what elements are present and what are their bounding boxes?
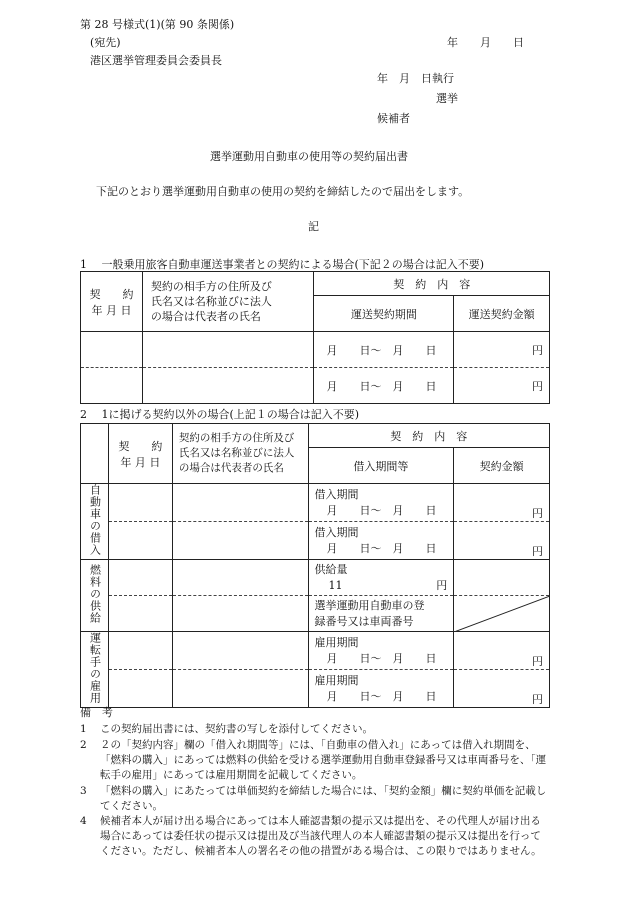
section2-heading: 2 1に掲げる契約以外の場合(上記１の場合は記入不要) [80, 408, 360, 421]
intro-text: 下記のとおり選挙運動用自動車の使用の契約を締結したので届出をします。 [96, 185, 470, 198]
s2-reg-no-cell[interactable]: 選挙運動用自動車の登 録番号又は車両番号 [308, 596, 454, 632]
section1-heading: 1 一般乗用旅客自動車運送事業者との契約による場合(下記２の場合は記入不要) [80, 258, 485, 271]
remark-item: 3 「燃料の購入」にあたっては単価契約を締結した場合には、「契約金額」欄に契約単価を記載してください。 [80, 785, 547, 812]
s2-party-cell[interactable] [172, 522, 308, 560]
diagonal-line [454, 596, 550, 632]
s1-party-cell[interactable] [142, 368, 314, 404]
s2-supply-cell[interactable]: 供給量 11 円 [308, 560, 454, 596]
s2-borrow-period-cell[interactable]: 借入期間 月 日〜 月 日 [308, 484, 454, 522]
s2-amount-cell[interactable]: 円 [454, 670, 550, 708]
s1-period-cell[interactable]: 月 日〜 月 日 [314, 332, 454, 368]
category-driver: 運転手の雇用 [81, 632, 109, 708]
s2-date-cell[interactable] [108, 670, 172, 708]
s2-amount-header: 契約金額 [454, 448, 550, 484]
remark-item: 2 ２の「契約内容」欄の「借入れ期間等」には、「自動車の借入れ」にあっては借入れ期間を、「燃料の購入」にあっては燃料の供給を受ける選挙運動用自動車登録番号又は車両番号を、「運転手の雇用」にあっては雇用期間を記載してください。 [80, 739, 547, 781]
s2-borrow-period-cell[interactable]: 借入期間 月 日〜 月 日 [308, 522, 454, 560]
election-date: 年 月 日執行 [377, 72, 454, 85]
section1-table [80, 271, 550, 404]
s2-amount-cell-crossed [454, 596, 550, 632]
section2-table [80, 423, 550, 708]
s2-amount-cell[interactable]: 円 [454, 632, 550, 670]
s2-amount-cell[interactable]: 円 [454, 484, 550, 522]
remark-item: 4 候補者本人が届け出る場合にあっては本人確認書類の提示又は提出を、その代理人が届け出る場合にあっては委任状の提示又は提出及び当該代理人の本人確認書類の提示又は提出を行ってください。ただし、候補者本人の署名その他の措置がある場合は、この限りではありません。 [80, 815, 542, 857]
s1-amount-header: 運送契約金額 [454, 296, 550, 332]
s2-party-cell[interactable] [172, 670, 308, 708]
table-row [81, 368, 550, 404]
s2-contract-date-header: 契 約 年 月 日 [108, 424, 172, 484]
s1-party-cell[interactable] [142, 332, 314, 368]
s1-contract-date-header: 契 約 年 月 日 [81, 272, 143, 332]
candidate-label: 候補者 [377, 112, 410, 125]
s1-date-cell[interactable] [81, 368, 143, 404]
table-row [81, 560, 550, 596]
s1-period-cell[interactable]: 月 日〜 月 日 [314, 368, 454, 404]
s2-party-cell[interactable] [172, 560, 308, 596]
ki-label: 記 [308, 220, 319, 233]
table-row [81, 632, 550, 670]
remarks-heading: 備 考 [80, 706, 113, 719]
table-row [81, 596, 550, 632]
s2-party-cell[interactable] [172, 484, 308, 522]
s2-employ-period-cell[interactable]: 雇用期間 月 日〜 月 日 [308, 632, 454, 670]
s2-date-cell[interactable] [108, 632, 172, 670]
s2-amount-cell[interactable]: 円 [454, 522, 550, 560]
s2-date-cell[interactable] [108, 484, 172, 522]
category-car: 自動車の借入 [81, 484, 109, 560]
s2-party-cell[interactable] [172, 596, 308, 632]
table-row [81, 670, 550, 708]
form-number: 第 28 号様式(1)(第 90 条関係) [80, 18, 235, 31]
addressee: 港区選挙管理委員会委員長 [90, 54, 222, 67]
page-title: 選挙運動用自動車の使用等の契約届出書 [210, 150, 408, 163]
s1-amount-cell[interactable]: 円 [454, 332, 550, 368]
remark-item: 1 この契約届出書には、契約書の写しを添付してください。 [80, 723, 373, 735]
s2-employ-period-cell[interactable]: 雇用期間 月 日〜 月 日 [308, 670, 454, 708]
election-name: 選挙 [436, 92, 458, 105]
table-row [81, 332, 550, 368]
s1-amount-cell[interactable]: 円 [454, 368, 550, 404]
s2-contents-header: 契 約 内 容 [308, 424, 550, 448]
s2-party-cell[interactable] [172, 632, 308, 670]
table-row [81, 484, 550, 522]
s1-contents-header: 契 約 内 容 [314, 272, 550, 296]
s2-party-header: 契約の相手方の住所及び 氏名又は名称並びに法人 の場合は代表者の氏名 [172, 424, 308, 484]
s2-corner [81, 424, 109, 484]
s2-date-cell[interactable] [108, 560, 172, 596]
s2-period-header: 借入期間等 [308, 448, 454, 484]
s1-party-header: 契約の相手方の住所及び 氏名又は名称並びに法人 の場合は代表者の氏名 [142, 272, 314, 332]
table-row [81, 522, 550, 560]
s2-date-cell[interactable] [108, 596, 172, 632]
submission-date: 年 月 日 [447, 36, 524, 49]
s1-date-cell[interactable] [81, 332, 143, 368]
addressee-label: (宛先) [90, 36, 121, 49]
category-fuel: 燃料の供給 [81, 560, 109, 632]
s2-date-cell[interactable] [108, 522, 172, 560]
s1-period-header: 運送契約期間 [314, 296, 454, 332]
s2-amount-cell[interactable] [454, 560, 550, 596]
